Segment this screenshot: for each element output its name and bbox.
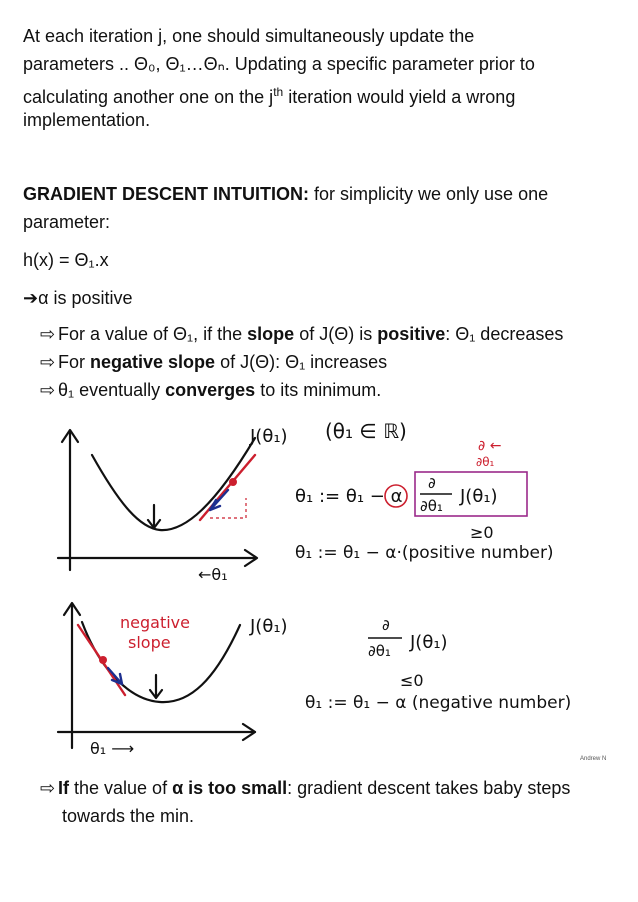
top-partial-note: ∂ ←	[478, 438, 502, 454]
bullet-alpha-small: ⇨ If the value of α is too small: gradient descent takes baby steps	[40, 774, 570, 802]
section-heading-line-2: parameter:	[23, 212, 111, 232]
intro-line-4: implementation.	[23, 110, 151, 130]
bullet-slope-positive: ⇨ For a value of Θ₁, if the slope of J(Θ) is positive: Θ₁ decreases	[40, 320, 563, 348]
bottom-leq: ≤0	[400, 671, 424, 690]
hypothesis: h(x) = Θ₁.x	[23, 250, 109, 270]
intro-line-3: calculating another one on the $j^{th}$ iteration would yield a wrong	[23, 85, 516, 107]
bottom-step-arrow	[108, 668, 122, 684]
top-geq: ≥0	[470, 523, 494, 542]
top-x-label: ←θ₁	[198, 565, 228, 584]
bottom-deriv-num: ∂	[382, 616, 390, 634]
figure-credit: Andrew N	[580, 756, 607, 762]
intro-line-2: parameters .. Θ₀, Θ₁…Θₙ. Updating a specific parameter prior to	[23, 54, 535, 74]
top-min-arrow	[148, 505, 160, 528]
top-deriv-den: ∂θ₁	[420, 497, 443, 515]
bullet-converges: ⇨ θ₁ eventually converges to its minimum.	[40, 376, 381, 404]
section-heading: GRADIENT DESCENT INTUITION: for simplicity we only use one	[23, 184, 549, 204]
outline-arrow-icon: ⇨	[40, 352, 56, 372]
bottom-j-label: J(θ₁)	[250, 616, 288, 637]
bullet-alpha-small-line-2: towards the min.	[62, 806, 195, 826]
bottom-min-arrow	[150, 675, 162, 698]
bullet-slope-negative: ⇨ For negative slope of J(Θ): Θ₁ increases	[40, 348, 387, 376]
bottom-note-slope: slope	[128, 633, 171, 652]
top-partial-note-2: ∂θ₁	[476, 455, 495, 469]
bottom-tangent-point	[99, 656, 107, 664]
outline-arrow-icon: ⇨	[40, 778, 56, 798]
intro-line-1: At each iteration j, one should simultaneously update the	[23, 26, 475, 46]
gradient-descent-figure	[50, 410, 630, 770]
top-tangent-line	[200, 455, 255, 520]
bottom-j2: J(θ₁)	[410, 632, 448, 653]
top-deriv-num: ∂	[428, 474, 436, 492]
bottom-note-negative: negative	[120, 613, 190, 632]
alpha-line: ➔α is positive	[23, 288, 133, 308]
outline-arrow-icon: ⇨	[40, 380, 56, 400]
bottom-x-label: θ₁ ⟶	[90, 739, 135, 758]
bottom-deriv-den: ∂θ₁	[368, 642, 391, 660]
top-update-positive: θ₁ := θ₁ − α·(positive number)	[295, 543, 554, 563]
right-arrow-icon: ➔	[23, 288, 39, 308]
bottom-update-negative: θ₁ := θ₁ − α (negative number)	[305, 693, 572, 713]
top-j2: J(θ₁)	[460, 486, 498, 507]
outline-arrow-icon: ⇨	[40, 324, 56, 344]
top-tangent-point	[229, 478, 237, 486]
top-set-label: (θ₁ ∈ ℝ)	[325, 419, 407, 443]
top-j-label: J(θ₁)	[250, 426, 288, 447]
top-update-rule: θ₁ := θ₁ − α	[295, 486, 403, 507]
